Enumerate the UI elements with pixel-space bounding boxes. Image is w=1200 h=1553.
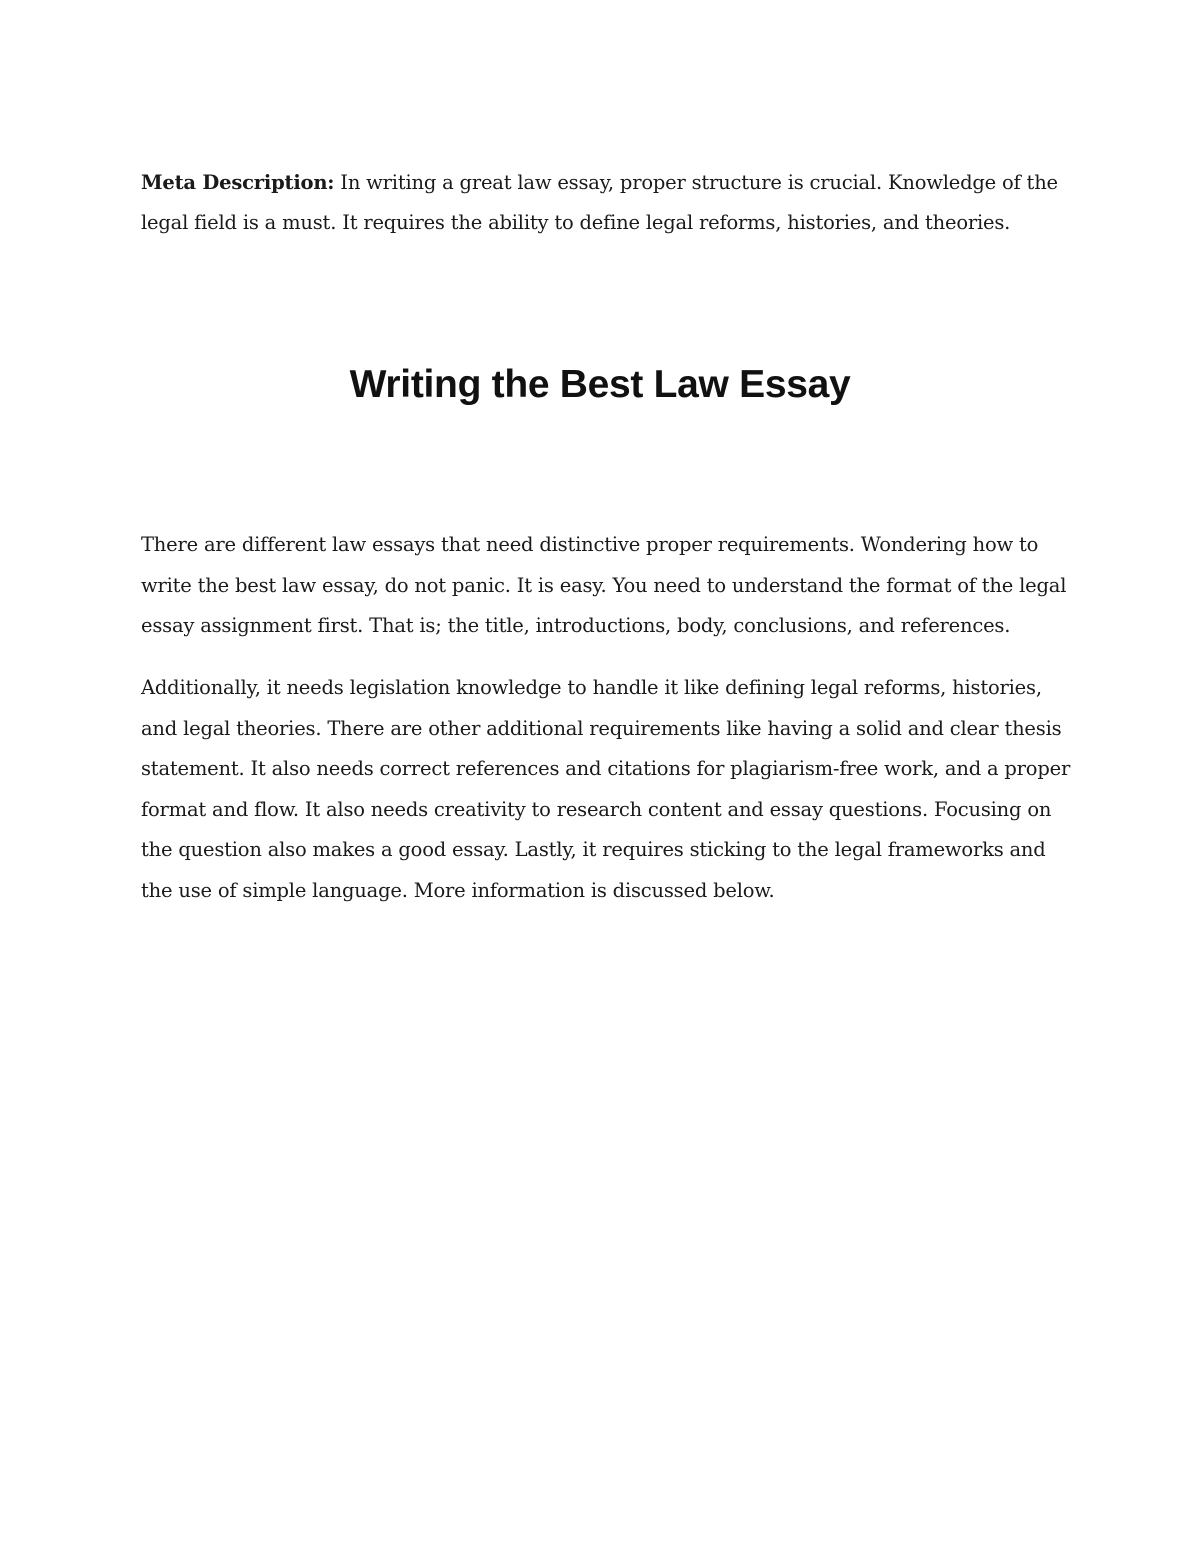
meta-description [141, 163, 1061, 243]
body-paragraph-2: Additionally, it needs legislation knowledge to handle it like defining legal reforms, histories, and legal theories. There are other additional requirements like having a solid and clear thesis statement. It also needs correct references and citations for plagiarism-free work, and a proper format and flow. It also needs creativity to research content and essay questions. Focusing on the question also makes a good essay. Lastly, it requires sticking to the legal frameworks and the use of simple language. More information is discussed below. [141, 676, 1071, 902]
meta-description-label: Meta Description: [141, 171, 335, 194]
document-title: Writing the Best Law Essay [349, 363, 851, 406]
body-paragraph-1: There are different law essays that need distinctive proper requirements. Wondering how to write the best law essay, do not panic. It is easy. You need to understand the format of the legal essay assignment first. That is; the title, introductions, body, conclusions, and references. [141, 533, 1067, 637]
meta-description-text: In writing a great law essay, proper structure is crucial. Knowledge of the legal field is a must. It requires the ability to define legal reforms, histories, and theories. [141, 171, 1058, 234]
